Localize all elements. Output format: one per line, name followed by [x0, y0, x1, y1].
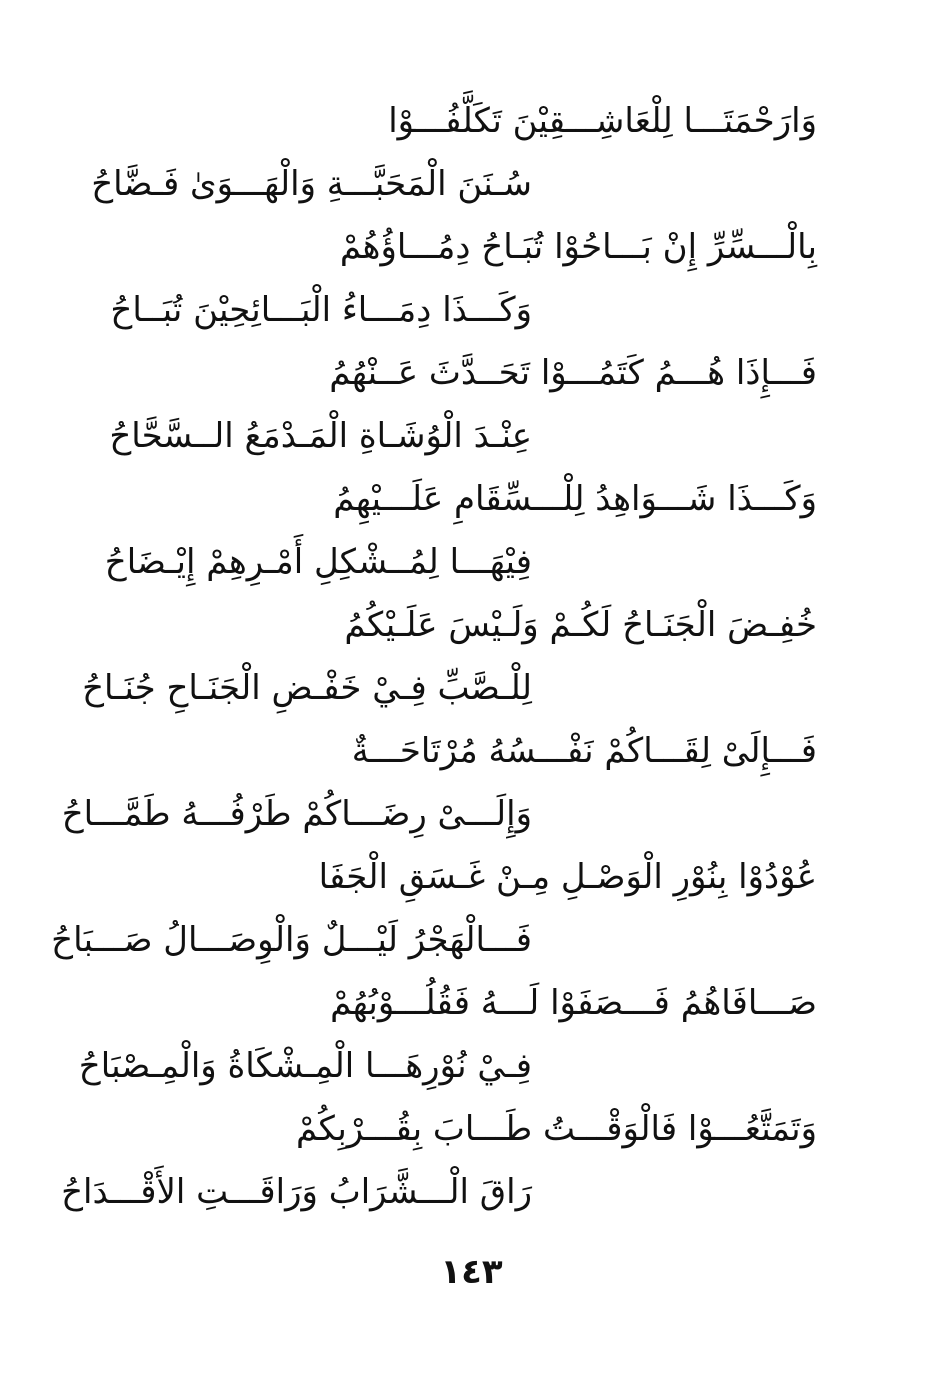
- verse-line: خُفِـضَ الْجَنَـاحُ لَكُـمْ وَلَـيْسَ عَلَـيْكُمُ: [344, 605, 817, 645]
- verse-line: بِالْـــسِّرِّ إِنْ بَـــاحُوْا تُبَـاحُ دِمُـــاؤُهُمْ: [339, 227, 817, 267]
- verse-line: عُوْدُوْا بِنُوْرِ الْوَصْـلِ مِـنْ غَـسَقِ الْجَفَا: [318, 857, 817, 897]
- verse-line: فِيْهَـــا لِمُــشْكِلِ أَمْـرِهِمْ إِيْـضَاحُ: [104, 542, 532, 582]
- verse-line: سُـنَنَ الْمَحَبَّـــةِ وَالْهَـــوَىٰ فَـضَّاحُ: [91, 164, 532, 204]
- verse-line: وَكَـــذَا دِمَـــاءُ الْبَـــائِحِيْنَ تُبَــاحُ: [110, 290, 532, 330]
- verse-line: وَتَمَتَّعُـــوْا فَالْوَقْـــتُ طَـــابَ بِقُـــرْبِكُمْ: [295, 1109, 817, 1149]
- verse-line: رَاقَ الْـــشَّرَابُ وَرَاقَـــتِ الأَقْـــدَاحُ: [61, 1172, 532, 1212]
- verse-line: لِلْـصَّبِّ فِـيْ خَفْـضِ الْجَنَـاحِ جُنَـاحُ: [82, 668, 532, 708]
- verse-line: وَإِلَـــىْ رِضَـــاكُمْ طَرْفُـــهُ طَمَّـــاحُ: [61, 794, 532, 834]
- page-number: ١٤٣: [440, 1252, 503, 1292]
- verse-line: وَارَحْمَتَـــا لِلْعَاشِـــقِيْنَ تَكَلَّفُـــوْا: [388, 101, 817, 141]
- verse-line: فَـــإِذَا هُـــمُ كَتَمُـــوْا تَحَــدَّثَ عَــنْهُمُ: [329, 353, 817, 393]
- verse-line: وَكَـــذَا شَـــوَاهِدُ لِلْـــسِّقَامِ عَلَـــيْهِمُ: [333, 479, 817, 519]
- verse-line: عِنْـدَ الْوُشَـاةِ الْمَـدْمَعُ الــسَّحَّاحُ: [109, 416, 532, 456]
- verse-line: صَـــافَاهُمُ فَـــصَفَوْا لَـــهُ فَقُلُـــوْبُهُمْ: [330, 983, 817, 1023]
- verse-line: فِـيْ نُوْرِهَـــا الْمِـشْكَاةُ وَالْمِـصْبَاحُ: [78, 1046, 532, 1086]
- verse-line: فَـــإِلَىْ لِقَـــاكُمْ نَفْـــسُهُ مُرْتَاحَـــةٌ: [351, 731, 817, 771]
- verse-line: فَـــالْهَجْرُ لَيْـــلٌ وَالْوِصَـــالُ صَـــبَاحُ: [51, 920, 532, 960]
